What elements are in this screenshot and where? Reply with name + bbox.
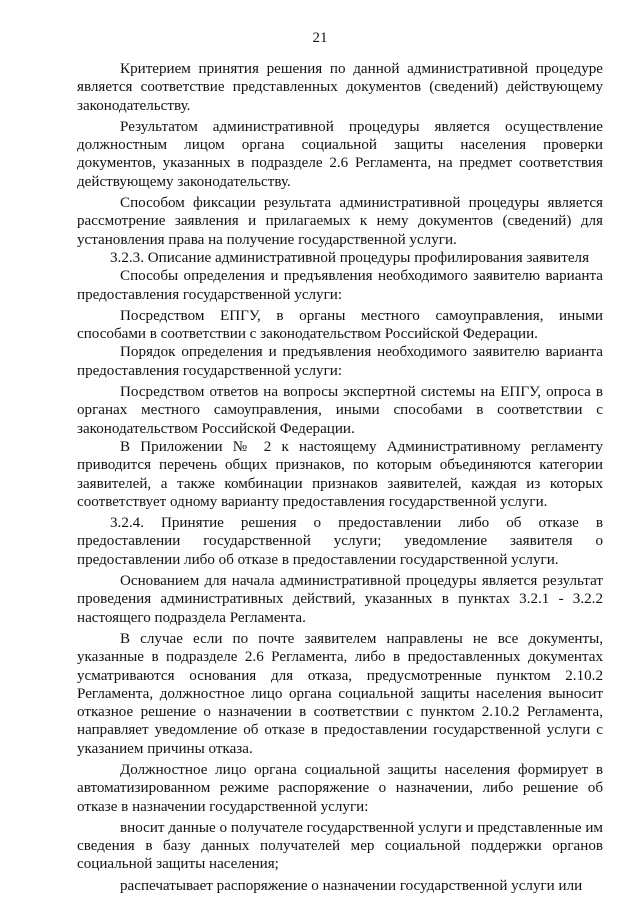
- paragraph-decision-criterion: Критерием принятия решения по данной административной процедуре является соответствие представленных документов (сведений) действующему законодательству.: [77, 61, 603, 114]
- paragraph-official-forms-order: Должностное лицо органа социальной защиты населения формирует в автоматизированном режиме распоряжение о назначении, либо решение об отказе в назначении государственной услуги:: [77, 761, 603, 815]
- section-heading-3-2-3: 3.2.3. Описание административной процедуры профилирования заявителя: [110, 249, 590, 266]
- document-body: [77, 60, 603, 895]
- section-heading-3-2-4: 3.2.4. Принятие решения о предоставлении либо об отказе в предоставлении государственной услуги; уведомление заявителя о предоставлении либо об отказе в предоставлении государственной услуги.: [77, 515, 603, 568]
- paragraph-determination-methods: Способы определения и предъявления необходимого заявителю варианта предоставления государственной услуги:: [77, 268, 603, 303]
- paragraph-enters-data: вносит данные о получателе государственной услуги и представленные им сведения в базу данных получателей мер социальной поддержки органов социальной защиты населения;: [77, 819, 603, 873]
- paragraph-epgu-methods: Посредством ЕПГУ, в органы местного самоуправления, иными способами в соответствии с законодательством Российской Федерации.: [77, 307, 603, 343]
- paragraph-prints-order: распечатывает распоряжение о назначении государственной услуги или: [120, 877, 583, 894]
- paragraph-procedure-result: Результатом административной процедуры является осуществление должностным лицом органа социальной защиты населения проверки документов, указанных в подразделе 2.6 Регламента, на предмет соответствия действующему законодательству.: [77, 118, 603, 190]
- page-number: 21: [312, 30, 328, 46]
- paragraph-expert-system: Посредством ответов на вопросы экспертной системы на ЕПГУ, опроса в органах местного самоуправления, иными способами в соответствии с законодательством Российской Федерации.: [77, 384, 603, 437]
- paragraph-result-fixation: Способом фиксации результата административной процедуры является рассмотрение заявления и прилагаемых к нему документов (сведений) для установления права на получение государственной услуги.: [77, 195, 603, 248]
- paragraph-appendix-2: В Приложении № 2 к настоящему Административному регламенту приводится перечень общих признаков, по которым объединяются категории заявителей, а также комбинации признаков заявителей, каждая из которых соответствует одному варианту предоставления государственной услуги.: [77, 438, 603, 510]
- paragraph-procedure-basis: Основанием для начала административной процедуры является результат проведения административных действий, указанных в пунктах 3.2.1 - 3.2.2 настоящего подраздела Регламента.: [77, 573, 603, 626]
- paragraph-determination-order: Порядок определения и предъявления необходимого заявителю варианта предоставления государственной услуги:: [77, 344, 603, 379]
- paragraph-postal-refusal: В случае если по почте заявителем направлены не все документы, указанные в подразделе 2.6 Регламента, либо в предоставленных документах усматриваются основания для отказа, предусмотренные пунктом 2.10.2 Регламента, должностное лицо органа социальной защиты населения выносит отказное решение о назначении в соответствии с пунктом 2.10.2 Регламента, направляет уведомление об отказе в предоставлении государственной услуги с указанием причины отказа.: [77, 630, 603, 757]
